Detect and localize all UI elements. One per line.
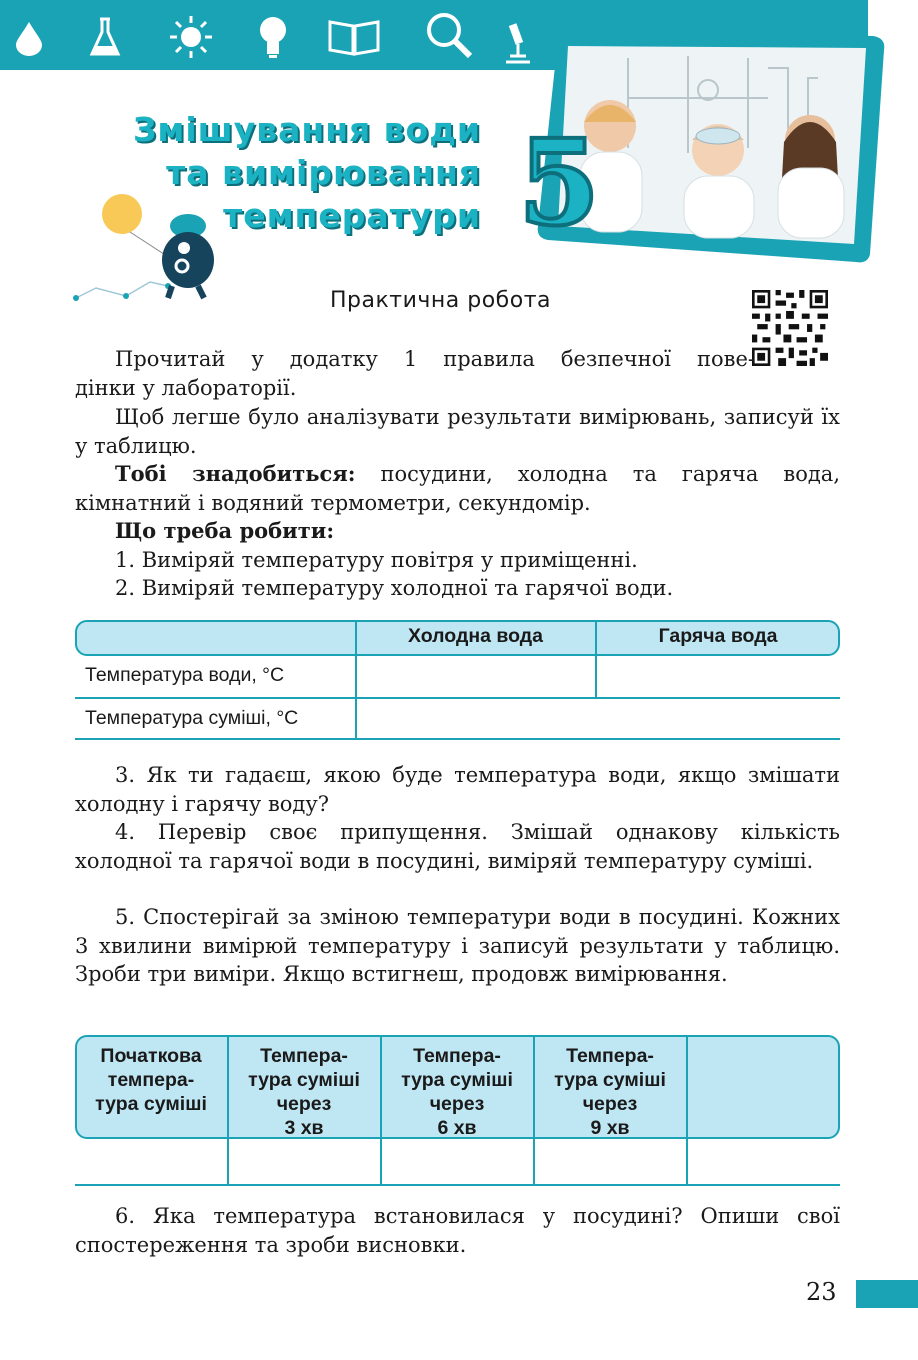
intro-line-2: дінки у лабораторії. (75, 375, 297, 400)
page-number: 23 (806, 1278, 837, 1306)
header-icons (0, 0, 560, 70)
cell-temp-3min[interactable] (229, 1141, 379, 1183)
materials-paragraph (75, 460, 840, 517)
chapter-title-line-2: та вимірювання (166, 153, 481, 192)
cell-temp-9min[interactable] (535, 1141, 685, 1183)
step-1-text: 1. Виміряй температуру повітря у приміщенні. (115, 548, 638, 572)
water-drop-icon (14, 20, 44, 56)
step-5 (75, 903, 840, 989)
row-mixture-temperature: Температура суміші, °С (85, 707, 299, 729)
step-5-text: 5. Спостерігай за зміною температури води в посудині. Кожних 3 хвилини вимірюй температуру і записуй результати у таблицю. Зроби три виміри. Якщо встигнеш, продовж вимірювання. (75, 905, 840, 986)
step-6-text: 6. Яка температура встановилася у посудині? Опиши свої спостереження та зроби висновки. (75, 1204, 840, 1257)
header-temperature-9min: Темпера- тура суміші через 9 хв (554, 1045, 666, 1139)
mascot-illustration (70, 186, 230, 326)
record-paragraph (75, 403, 840, 460)
materials-label: Тобі знадобиться: (115, 461, 356, 486)
header-cold-water: Холодна вода (408, 625, 543, 647)
row-water-temperature: Температура води, °С (85, 664, 285, 686)
observation-table (75, 1035, 840, 1187)
header-initial-temperature: Початкова темпера- тура суміші (95, 1045, 207, 1115)
step-4-text: 4. Перевір своє припущення. Змішай однакову кількість холодної та гарячої води в посудині, виміряй температуру суміші. (75, 820, 840, 873)
header-temperature-3min: Темпера- тура суміші через 3 хв (248, 1045, 360, 1139)
intro-paragraph (75, 345, 755, 402)
cell-extra[interactable] (688, 1141, 840, 1183)
corner-tab (856, 1280, 918, 1308)
materials-text: посудини, холодна та гаряча вода, кімнатний і водяний термометри, секундомір. (75, 462, 840, 515)
chapter-number: 5 (518, 113, 601, 252)
cell-hot-water-temp[interactable] (597, 658, 840, 696)
chapter-title-line-1: Змішування води (132, 110, 481, 149)
cell-mixture-temp[interactable] (357, 699, 840, 737)
record-text: Щоб легше було аналізувати результати вимірювань, записуй їх у таблицю. (75, 405, 840, 458)
cell-initial-temp[interactable] (75, 1141, 226, 1183)
book-icon (326, 16, 382, 58)
step-1 (75, 546, 840, 575)
cell-temp-6min[interactable] (382, 1141, 532, 1183)
steps-heading: Що треба робити: (115, 518, 335, 543)
lightbulb-icon (256, 14, 290, 60)
header-temperature-6min: Темпера- тура суміші через 6 хв (401, 1045, 513, 1139)
step-6 (75, 1202, 840, 1259)
magnifier-icon (424, 10, 474, 60)
flask-icon (88, 16, 122, 58)
lab-photo (518, 18, 888, 266)
sun-icon (168, 14, 214, 60)
step-3 (75, 761, 840, 818)
step-3-text: 3. Як ти гадаєш, якою буде температура води, якщо змішати холодну і гарячу воду? (75, 763, 840, 816)
step-2 (75, 574, 840, 603)
temperature-table (75, 620, 840, 740)
qr-code[interactable] (752, 290, 828, 366)
intro-line-1: Прочитай у додатку 1 правила безпечної пове- (115, 347, 755, 371)
chapter-title-line-3: температури (223, 196, 481, 235)
step-4 (75, 818, 840, 875)
section-title: Практична робота (330, 288, 551, 313)
cell-cold-water-temp[interactable] (357, 658, 593, 696)
steps-heading-paragraph (75, 517, 840, 546)
step-2-text: 2. Виміряй температуру холодної та гарячої води. (115, 576, 674, 600)
header-hot-water: Гаряча вода (658, 625, 778, 647)
